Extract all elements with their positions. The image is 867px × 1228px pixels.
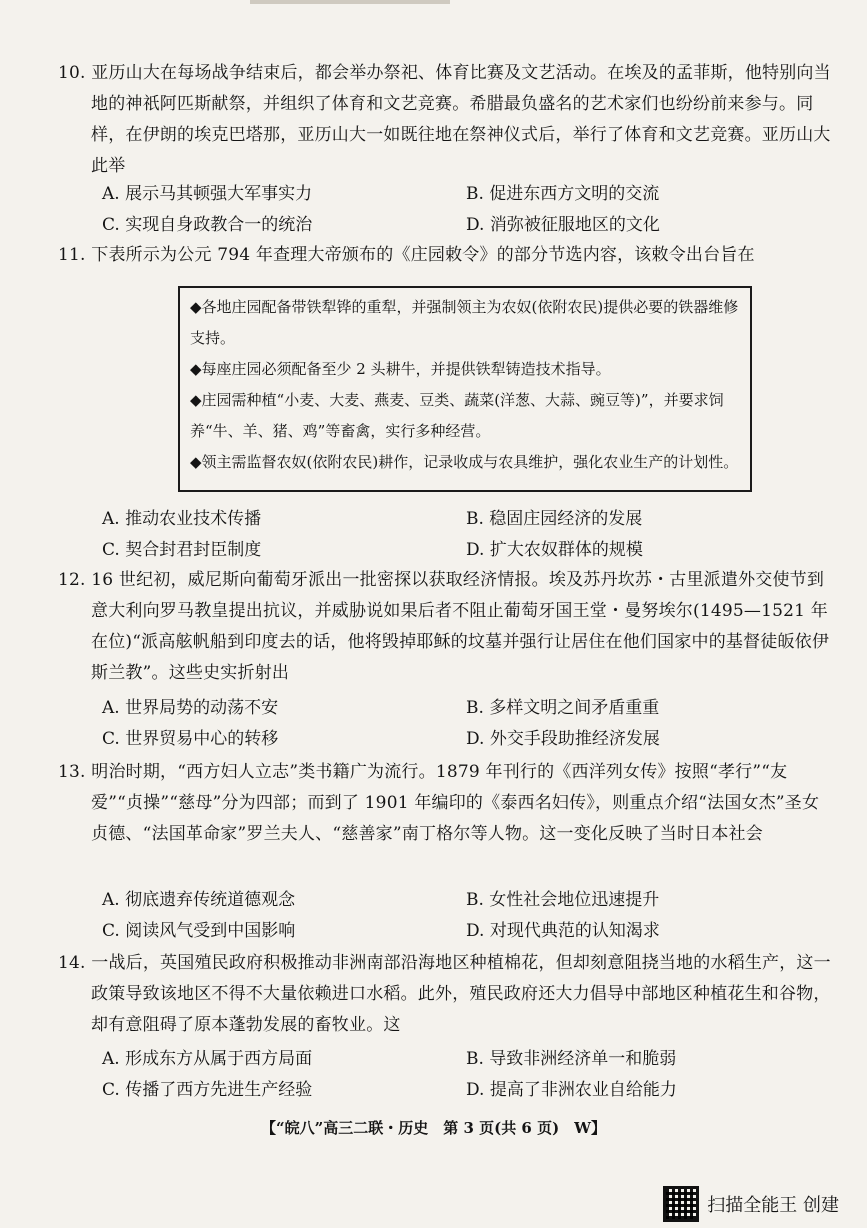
watermark-text: 扫描全能王 创建 bbox=[707, 1195, 839, 1216]
option-d: D. 外交手段助推经济发展 bbox=[466, 729, 660, 749]
question-stem: 12. 16 世纪初，威尼斯向葡萄牙派出一批密探以获取经济情报。埃及苏丹坎苏・古里派遣外交使节到意大利向罗马教皇提出抗议，并威胁说如果后者不阻止葡萄牙国王堂・曼努埃尔(1495—1521 年在位)“派高舷帆船到印度去的话，他将毁掉耶稣的坟墓并强行让居住在他们国家中的基督徒皈依伊斯兰教”。这些史实折射出 bbox=[58, 570, 830, 683]
option-a: A. 推动农业技术传播 bbox=[102, 509, 262, 529]
edict-item: ◆庄园需种植“小麦、大麦、燕麦、豆类、蔬菜(洋葱、大蒜、豌豆等)”，并要求饲养“牛、羊、猪、鸡”等畜禽，实行多种经营。 bbox=[190, 391, 724, 440]
edict-excerpt-box bbox=[178, 286, 752, 492]
option-c: C. 阅读风气受到中国影响 bbox=[102, 921, 296, 941]
option-b: B. 女性社会地位迅速提升 bbox=[466, 890, 660, 910]
option-c: C. 实现自身政教合一的统治 bbox=[102, 215, 313, 235]
option-c: C. 传播了西方先进生产经验 bbox=[102, 1080, 313, 1100]
edict-item: ◆各地庄园配备带铁犁铧的重犁，并强制领主为农奴(依附农民)提供必要的铁器维修支持。 bbox=[190, 298, 739, 347]
option-a: A. 展示马其顿强大军事实力 bbox=[102, 184, 313, 204]
question-13 bbox=[58, 757, 833, 850]
option-c: C. 契合封君封臣制度 bbox=[102, 540, 262, 560]
question-12-options bbox=[102, 693, 802, 755]
edict-item: ◆领主需监督农奴(依附农民)耕作，记录收成与农具维护，强化农业生产的计划性。 bbox=[190, 453, 739, 471]
option-c: C. 世界贸易中心的转移 bbox=[102, 729, 279, 749]
question-11 bbox=[58, 240, 833, 271]
question-10 bbox=[58, 58, 833, 182]
page-footer: 【“皖八”高三二联・历史 第 3 页(共 6 页) W】 bbox=[260, 1119, 607, 1137]
option-b: B. 促进东西方文明的交流 bbox=[466, 184, 660, 204]
question-stem: 14. 一战后，英国殖民政府积极推动非洲南部沿海地区种植棉花，但却刻意阻挠当地的水稻生产，这一政策导致该地区不得不大量依赖进口水稻。此外，殖民政府还大力倡导中部地区种植花生和谷物，却有意阻碍了原本蓬勃发展的畜牧业。这 bbox=[58, 953, 831, 1035]
option-a: A. 彻底遗弃传统道德观念 bbox=[102, 890, 296, 910]
option-d: D. 扩大农奴群体的规模 bbox=[466, 540, 643, 560]
edict-item: ◆每座庄园必须配备至少 2 头耕牛，并提供铁犁铸造技术指导。 bbox=[190, 360, 611, 378]
option-d: D. 对现代典范的认知渴求 bbox=[466, 921, 660, 941]
scan-artifact bbox=[250, 0, 450, 4]
question-14 bbox=[58, 948, 833, 1041]
option-a: A. 形成东方从属于西方局面 bbox=[102, 1049, 313, 1069]
option-a: A. 世界局势的动荡不安 bbox=[102, 698, 279, 718]
option-b: B. 导致非洲经济单一和脆弱 bbox=[466, 1049, 677, 1069]
question-stem: 13. 明治时期，“西方妇人立志”类书籍广为流行。1879 年刊行的《西洋列女传》按照“孝行”“友爱”“贞操”“慈母”分为四部；而到了 1901 年编印的《泰西名妇传》，则重点介绍“法国女杰”圣女贞德、“法国革命家”罗兰夫人、“慈善家”南丁格尔等人物。这一变化反映了当时日本社会 bbox=[58, 762, 820, 844]
question-13-options bbox=[102, 885, 802, 947]
question-11-options bbox=[102, 504, 802, 566]
option-d: D. 消弥被征服地区的文化 bbox=[466, 215, 660, 235]
option-d: D. 提高了非洲农业自给能力 bbox=[466, 1080, 677, 1100]
question-14-options bbox=[102, 1044, 802, 1106]
scanner-watermark bbox=[663, 1186, 839, 1222]
question-stem: 10. 亚历山大在每场战争结束后，都会举办祭祀、体育比赛及文艺活动。在埃及的孟菲斯，他特别向当地的神祇阿匹斯献祭，并组织了体育和文艺竞赛。希腊最负盛名的艺术家们也纷纷前来参与。同样，在伊朗的埃克巴塔那，亚历山大一如既往地在祭神仪式后，举行了体育和文艺竞赛。亚历山大此举 bbox=[58, 63, 831, 176]
qr-code-icon bbox=[663, 1186, 699, 1222]
question-10-options bbox=[102, 179, 802, 241]
question-12 bbox=[58, 565, 833, 689]
option-b: B. 稳固庄园经济的发展 bbox=[466, 509, 643, 529]
option-b: B. 多样文明之间矛盾重重 bbox=[466, 698, 660, 718]
question-stem: 11. 下表所示为公元 794 年查理大帝颁布的《庄园敕令》的部分节选内容，该敕令出台旨在 bbox=[58, 245, 755, 265]
